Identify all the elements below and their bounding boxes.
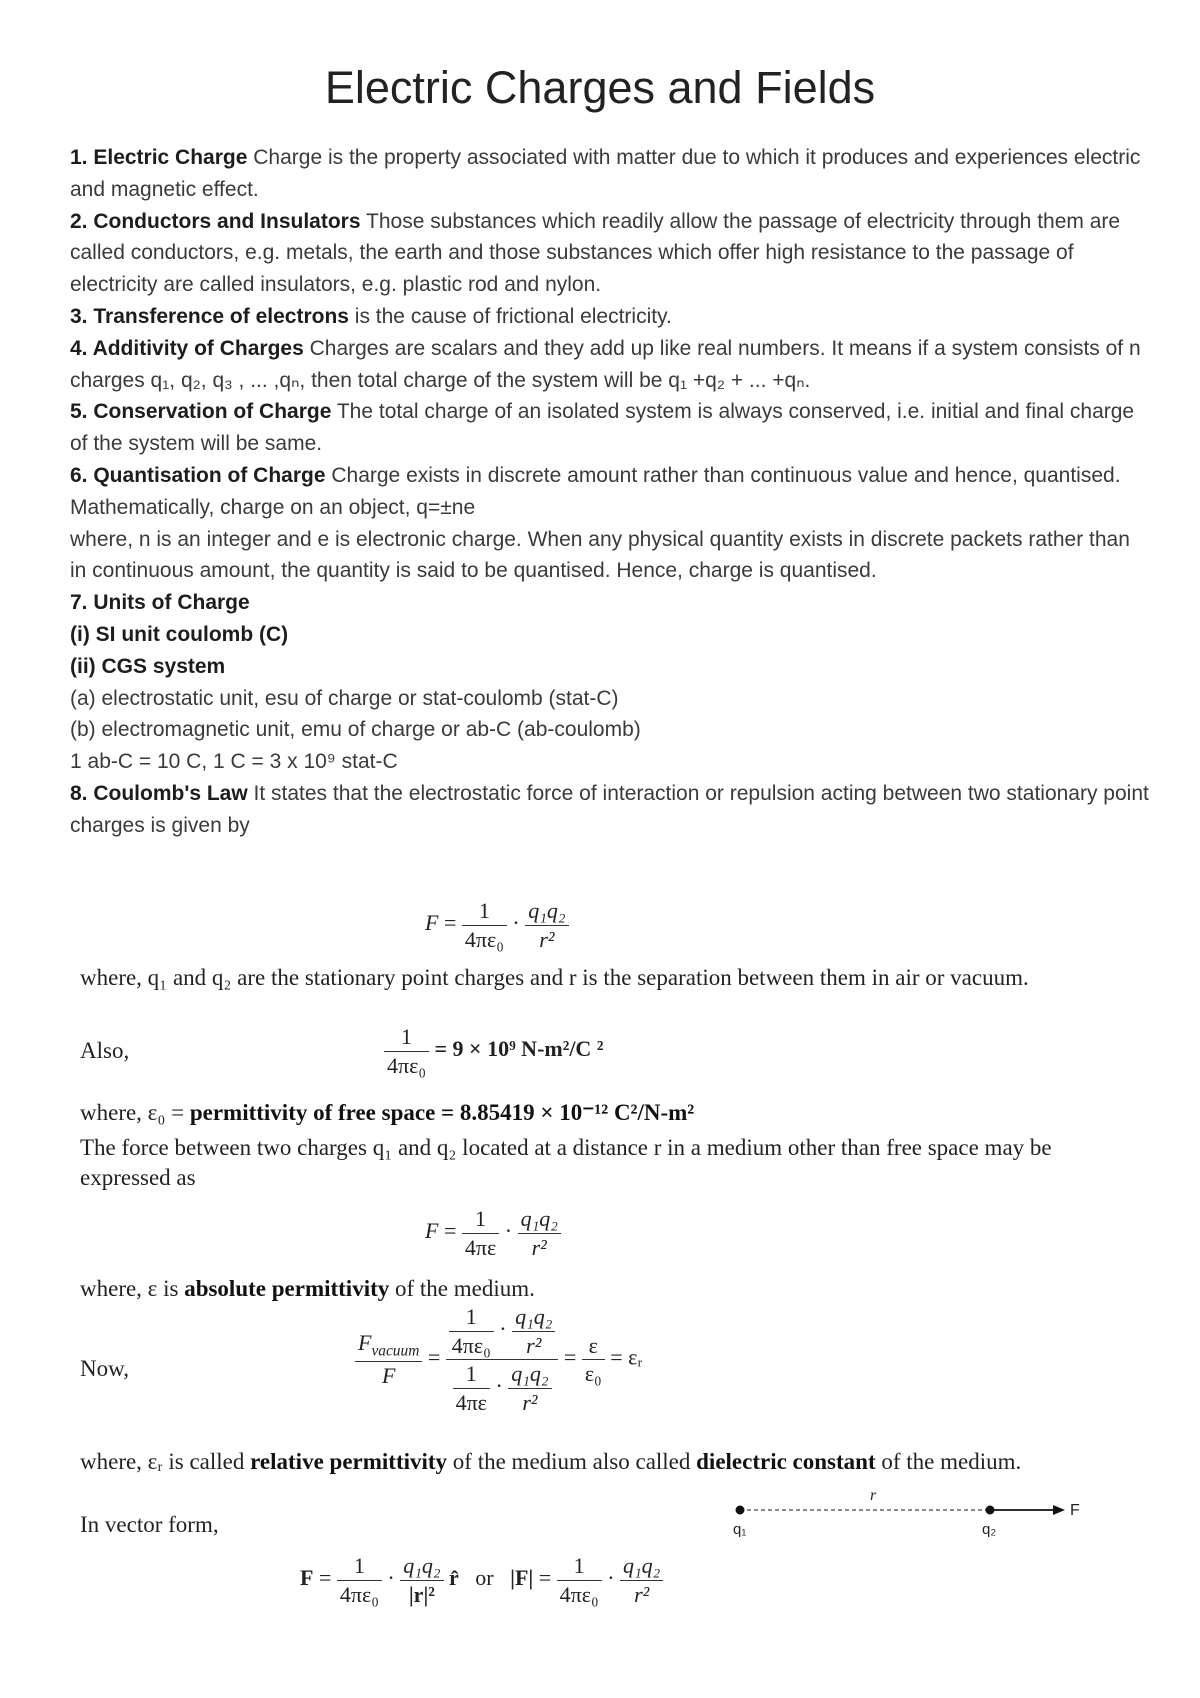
section-additivity (70, 333, 1150, 397)
charge-q1-dot (736, 1506, 745, 1515)
units-relation: 1 ab-C = 10 C, 1 C = 3 x 10⁹ stat-C (70, 750, 398, 774)
section-text: The total charge of an isolated system is always conserved, i.e. initial and final charge of the system will be same. (70, 400, 1135, 456)
section-heading: 1. Electric Charge (70, 146, 248, 169)
vector-formula: F = $\frac{1}{\text{4πε₀}}$ · $\frac{\text{q₁q₂}}{\text{|r|²}}$ r̂ or |F| = $\frac{1}{\text{4πε₀}}$ · $\frac{\text{q₁q₂}}{\text{r²}}$ (300, 1552, 663, 1608)
section-coulomb (70, 778, 1150, 842)
section-text: Those substances which readily allow the passage of electricity through them are called conductors, e.g. metals, the earth and those substances which offer high resistance to the passage of electricity are called insulators, e.g. plastic rod and nylon. (70, 209, 1121, 297)
now-label: Now, (80, 1356, 129, 1381)
section-heading: 4. Additivity of Charges (70, 336, 304, 360)
q2-label: q₂ (982, 1521, 997, 1538)
vector-form-label: In vector form, (80, 1512, 219, 1537)
section-heading: 3. Transference of electrons (70, 304, 349, 328)
section-text: is the cause of frictional electricity. (348, 304, 672, 328)
force-arrowhead-icon (1053, 1505, 1065, 1515)
section-heading: 8. Coulomb's Law (70, 781, 248, 805)
section-electric-charge (70, 142, 1150, 206)
section-units (70, 587, 1150, 619)
section-conductors (70, 206, 1150, 301)
section-text: Charge exists in discrete amount rather than continuous value and hence, quantised. (325, 463, 1121, 487)
q1-label: q₁ (733, 1521, 747, 1538)
section-heading: 6. Quantisation of Charge (70, 463, 326, 487)
section-quantisation (70, 460, 1150, 492)
constant-formula: $\frac{1}{\text{4πε₀}}$ = 9 × 10⁹ N-m²/C ² (384, 1023, 603, 1079)
units-esu: (a) electrostatic unit, esu of charge or stat-coulomb (stat-C) (70, 686, 619, 710)
charges-diagram (720, 1484, 1090, 1546)
section-text: Charge is the property associated with matter due to which it produces and experiences electric and magnetic effect. (70, 146, 1141, 201)
distance-label: r (870, 1487, 877, 1504)
notes-body (70, 142, 1150, 842)
section-text: It states that the electrostatic force of interaction or repulsion acting between two stationary point charges is given by (70, 781, 1149, 837)
quantisation-math: Mathematically, charge on an object, q=±ne (70, 495, 476, 519)
section-heading: 7. Units of Charge (70, 591, 250, 615)
section-conservation (70, 396, 1150, 460)
section-heading: 2. Conductors and Insulators (70, 209, 361, 233)
section-heading: 5. Conservation of Charge (70, 400, 332, 424)
units-emu: (b) electromagnetic unit, emu of charge or ab-C (ab-coulomb) (70, 718, 641, 742)
medium-text: The force between two charges q₁ and q₂ located at a distance r in a medium other than free space may be expressed as (80, 1135, 1052, 1190)
coulomb-formula: F = $\frac{1}{\text{4πε₀}}$ · $\frac{\text{q₁q₂}}{\text{r²}}$ (425, 897, 569, 953)
units-cgs: (ii) CGS system (70, 654, 226, 678)
coulomb-where: where, q₁ and q₂ are the stationary point charges and r is the separation between them in air or vacuum. (80, 965, 1029, 990)
relative-permittivity-text: where, εᵣ is called relative permittivity of the medium also called dielectric constant of the medium. (80, 1449, 1022, 1474)
quantisation-where: where, n is an integer and e is electronic charge. When any physical quantity exists in discrete packets rather than in continuous amount, the quantity is said to be quantised. Hence, charge is quantised. (70, 527, 1130, 583)
absolute-permittivity-line: where, ε is absolute permittivity of the medium. (80, 1276, 535, 1301)
also-label: Also, (80, 1038, 130, 1063)
page-title: Electric Charges and Fields (324, 62, 876, 113)
ratio-formula: $\frac{F_{vacuum}}{F}$ = $\frac{1}{\text{4πε₀}}$ · $\frac{\text{q₁q₂}}{\text{r²}}$ $\frac{1}{4\pi\varepsilon}$ · $\frac{\text{q₁q₂}}{\text{r²}}$ = $\frac{\varepsilon}{\text{ε₀}}$ = εᵣ (355, 1303, 642, 1416)
force-label: F (1070, 1502, 1080, 1519)
medium-formula: F = $\frac{1}{4\pi\varepsilon}$ · $\frac{\text{q₁q₂}}{\text{r²}}$ (425, 1205, 561, 1261)
section-text: Charges are scalars and they add up like real numbers. It means if a system consists of n charges q₁, q₂, q₃ , ... ,qₙ, then total charge of the system will be q₁ +q₂ + ... +qₙ. (70, 336, 1141, 392)
units-si: (i) SI unit coulomb (C) (70, 622, 289, 646)
section-transference (70, 301, 1150, 333)
permittivity-line: where, ε₀ = permittivity of free space = 8.85419 × 10⁻¹² C²/N-m² (80, 1100, 695, 1125)
